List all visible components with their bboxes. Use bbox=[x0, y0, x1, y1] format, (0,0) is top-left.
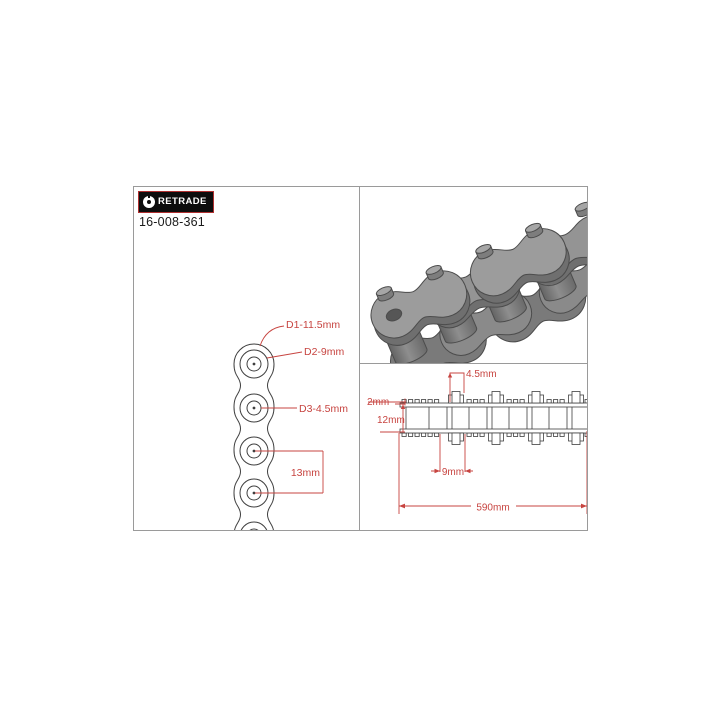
dim-pin-width-label: 4.5mm bbox=[466, 369, 497, 380]
retrade-key-icon bbox=[143, 196, 155, 208]
chain-3d-links bbox=[361, 195, 587, 364]
top-view-dimension-lines bbox=[368, 373, 587, 514]
dim-d3-label: D3-4.5mm bbox=[299, 403, 349, 415]
top-view-chain-band bbox=[400, 392, 587, 445]
retrade-logo-text: RETRADE bbox=[158, 196, 207, 208]
retrade-logo bbox=[138, 191, 214, 213]
side-view-drawing bbox=[134, 187, 360, 530]
dim-pitch-label: 13mm bbox=[290, 467, 320, 479]
chain-3d-render bbox=[360, 187, 587, 364]
panel-3d-render bbox=[360, 187, 587, 364]
panel-top-view bbox=[360, 364, 587, 530]
dim-plate-thickness-label: 2mm bbox=[367, 397, 390, 408]
dim-inner-width-label: 12mm bbox=[377, 415, 405, 426]
dim-overall-length-label: 590mm bbox=[476, 502, 510, 514]
drawing-frame bbox=[133, 186, 588, 531]
dim-d2-label: D2-9mm bbox=[304, 346, 345, 358]
dim-roller-width-label: 9mm bbox=[441, 467, 465, 478]
part-number: 16-008-361 bbox=[139, 215, 205, 229]
pin-and-roller-lines bbox=[406, 407, 572, 429]
top-view-drawing bbox=[360, 364, 587, 530]
panel-side-view bbox=[134, 187, 360, 530]
dim-d1-label: D1-11.5mm bbox=[286, 319, 341, 331]
